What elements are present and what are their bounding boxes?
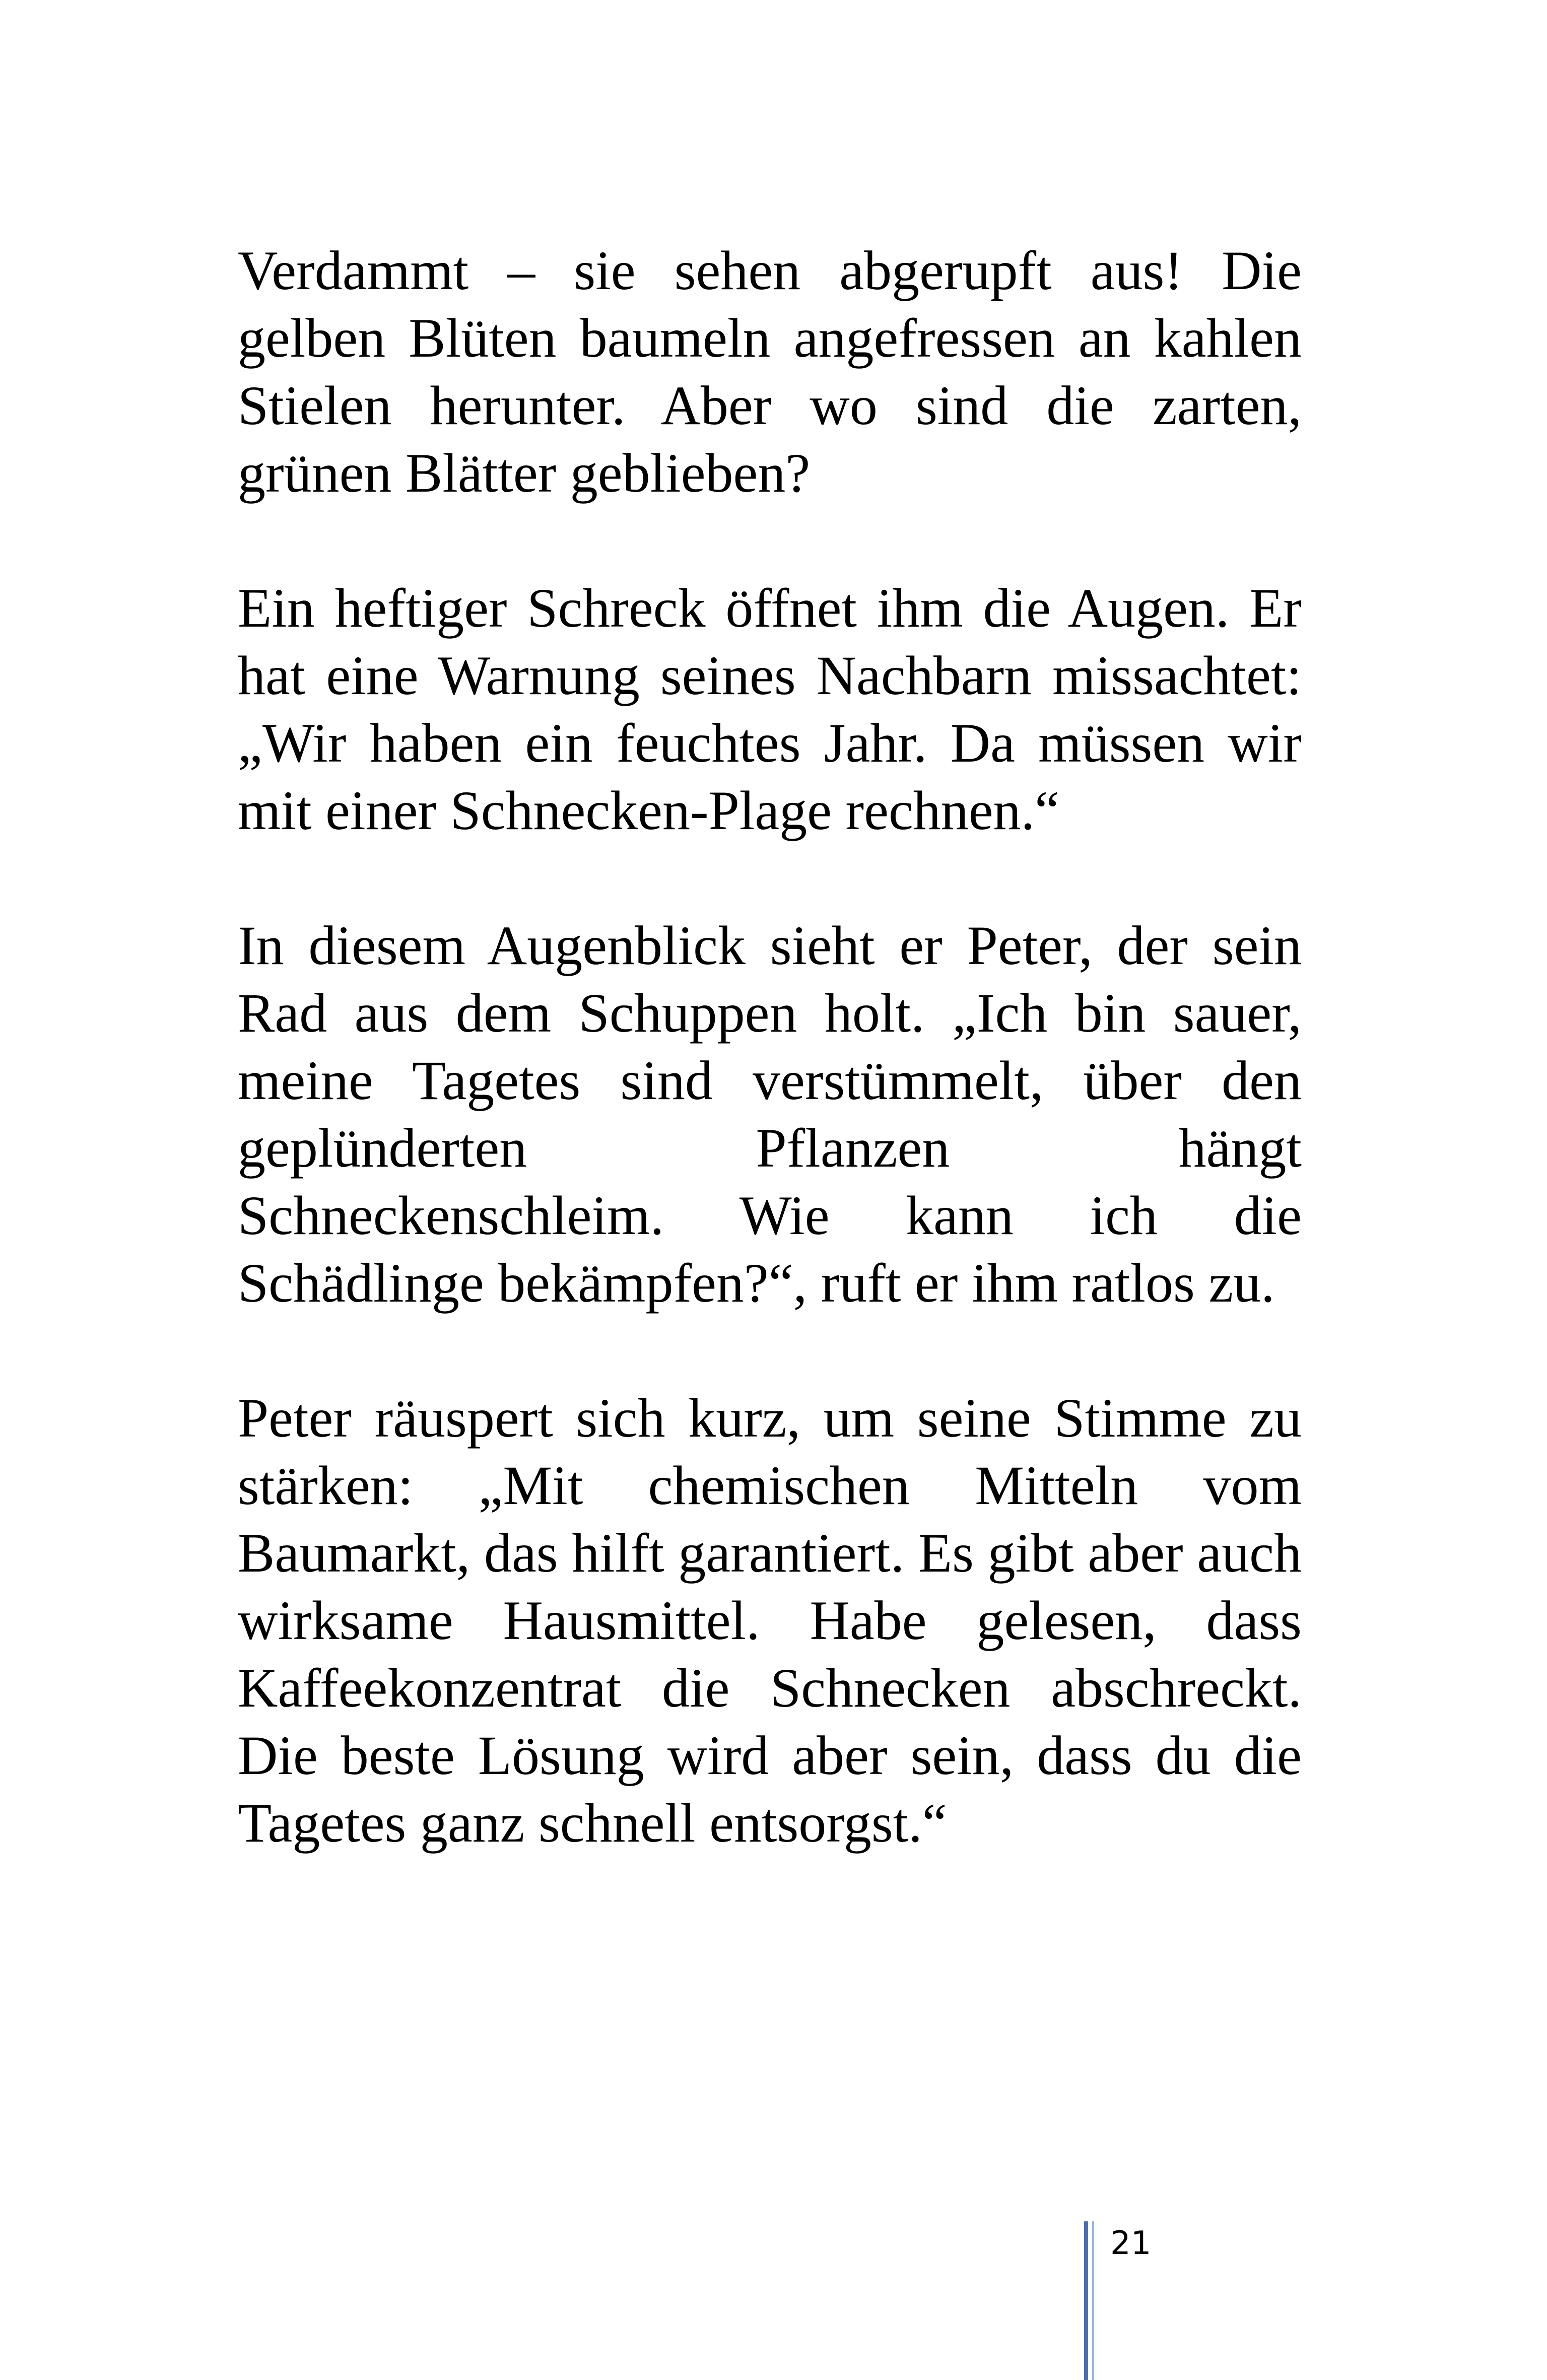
page-footer	[1084, 2221, 1185, 2380]
body-text	[238, 237, 1302, 1857]
page-number: 21	[1110, 2225, 1152, 2262]
footer-rule-thick	[1084, 2221, 1088, 2380]
paragraph-4: Peter räuspert sich kurz, um seine Stimme zu stärken: „Mit chemischen Mitteln vom Baumarkt, das hilft garantiert. Es gibt aber auch wirksame Hausmittel. Habe gelesen, dass Kaffeekonzentrat die Schnecken abschreckt. Die beste Lösung wird aber sein, dass du die Tagetes ganz schnell entsorgst.“	[238, 1387, 1302, 1854]
paragraph-1: Verdammt – sie sehen abgerupft aus! Die gelben Blüten baumeln angefressen an kahlen Stielen herunter. Aber wo sind die zarten, grünen Blätter geblieben?	[238, 240, 1302, 504]
paragraph-2: Ein heftiger Schreck öffnet ihm die Augen. Er hat eine Warnung seines Nachbarn missachtet: „Wir haben ein feuchtes Jahr. Da müssen wir mit einer Schnecken-Plage rechnen.“	[238, 577, 1302, 841]
paragraph-3: In diesem Augenblick sieht er Peter, der sein Rad aus dem Schuppen holt. „Ich bin sauer, meine Tagetes sind verstümmelt, über den geplünderten Pflanzen hängt Schneckenschleim. Wie kann ich die Schädlinge bekämpfen?“, ruft er ihm ratlos zu.	[238, 915, 1302, 1314]
footer-rule-thin	[1092, 2221, 1094, 2380]
